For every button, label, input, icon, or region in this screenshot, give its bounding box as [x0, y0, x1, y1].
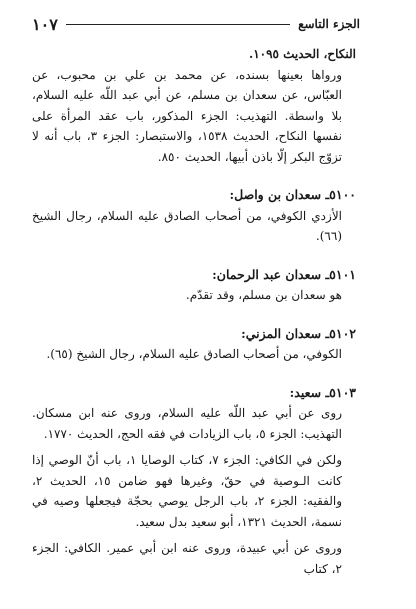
entry-body-5100: الأزدي الكوفي، من أصحاب الصادق عليه السلام، رجال الشيخ (٦٦).: [32, 208, 342, 243]
page-body: [32, 44, 356, 579]
entry-paragraph-5103-1: روى عن أبي عبد اللّه عليه السلام، وروى عنه ابن مسكان. التهذيب: الجزء ٥، باب الزيادات في فقه الحج، الحديث ١٧٧٠.: [32, 406, 342, 441]
continuation-line: النكاح، الحديث ١٠٩٥.: [249, 47, 356, 61]
entry-body-5102: الكوفي، من أصحاب الصادق عليه السلام، رجال الشيخ (٦٥).: [46, 347, 342, 361]
entry-heading-5100: ٥١٠٠ـ سعدان بن واصل:: [229, 187, 356, 202]
entry-body-5101: هو سعدان بن مسلم، وقد تقدّم.: [185, 288, 342, 302]
page-header: [32, 13, 360, 35]
entry-heading-5102: ٥١٠٢ـ سعدان المزني:: [241, 325, 356, 341]
entry-paragraph-5103-2: ولكن في الكافي: الجزء ٧، كتاب الوصايا ١، باب أنّ الوصي إذا كانت الـوصية في حقّ، وغيرها فهو ضامن ١٥، الحديث ٢، والفقيه: الجزء ٢، باب الرجل يوصي بحجّة فيجعلها وصيه في نسمة، الحديث ١٣٢١، أبو سعيد بدل سعيد.: [32, 453, 343, 529]
running-title: الجزء التاسع: [298, 17, 360, 31]
paragraph: ورواها بعينها بسنده، عن محمد بن علي بن محبوب، عن العبّاس، عن سعدان بن مسلم، عن أبي عبد اللّه عليه السلام، بلا واسطة. التهذيب: الجزء المذكور، باب عقد المرأة على نفسها النكاح، الحديث ١٥٣٨، والاستبصار: الجزء ٣، باب أنه لا تزوّج البكر إلّا باذن أبيها، الحديث ٨٥٠.: [32, 67, 342, 164]
spacer: [32, 365, 356, 383]
spacer: [32, 306, 356, 324]
entry-paragraph-5103-3: وروى عن أبي عبيدة، وروى عنه ابن أبي عمير. الكافي: الجزء ٢، كتاب: [32, 541, 342, 576]
header-rule: [66, 24, 290, 25]
page-number: ١٠٧: [32, 14, 58, 34]
spacer: [32, 247, 356, 265]
entry-heading-5101: ٥١٠١ـ سعدان عبد الرحمان:: [212, 266, 356, 282]
spacer: [32, 167, 356, 185]
entry-heading-5103: ٥١٠٣ـ سعيد:: [289, 384, 356, 400]
